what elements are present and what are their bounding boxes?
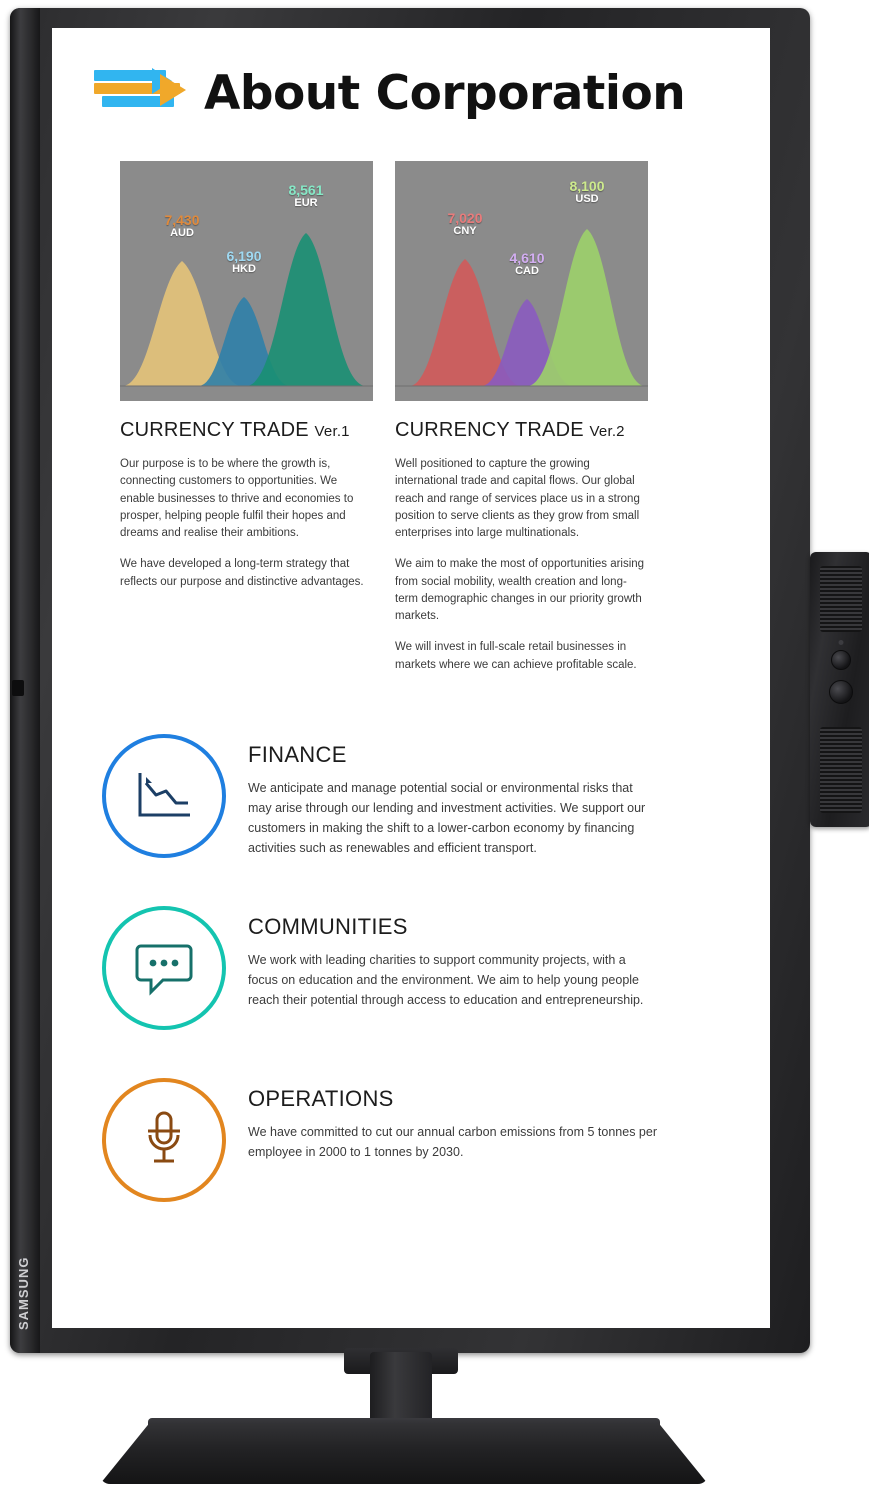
card-title-text-1: CURRENCY TRADE (120, 419, 309, 441)
speech-bubble-icon (102, 906, 226, 1030)
line-chart-icon (102, 734, 226, 858)
feature-operations (94, 1078, 740, 1202)
chart-label-usd: 8,100 USD (569, 178, 605, 205)
chart-currency-trade-2 (395, 161, 648, 401)
feature-text-finance (248, 734, 658, 858)
chart-label-eur: 8,561 EUR (288, 182, 324, 209)
feature-heading: FINANCE (248, 741, 347, 767)
card-paragraph: We aim to make the most of opportunities arising from social mobility, wealth creation and long-term demographic changes in our priority growth markets. (395, 558, 645, 622)
document-page (52, 28, 770, 1328)
chart-label-hkd: 6,190 HKD (226, 248, 262, 275)
features-list (52, 688, 770, 1202)
card-title-text-2: CURRENCY TRADE (395, 419, 584, 441)
camera-lens-secondary-icon (829, 680, 853, 704)
card-body-2 (395, 456, 648, 674)
feature-body: We anticipate and manage potential social or environmental risks that may arise through our lending and investment activities. We support our customers in making the shift to a lower-carbon economy by financing activities such as renewables and efficient transport. (248, 780, 646, 855)
speaker-grill-bottom (820, 727, 862, 813)
feature-text-operations (248, 1078, 658, 1162)
card-paragraph: We will invest in full-scale retail businesses in markets where we can achieve profitable scale. (395, 641, 637, 671)
webcam-speaker-module (810, 552, 869, 827)
status-led-icon (839, 640, 844, 645)
card-currency-trade-1 (120, 161, 373, 688)
feature-finance (94, 734, 740, 858)
card-paragraph: We have developed a long-term strategy that reflects our purpose and distinctive advantages. (120, 558, 364, 588)
card-version-2: Ver.2 (589, 423, 625, 440)
cards-row (52, 121, 770, 688)
page-header (52, 28, 770, 121)
chart-label-cad: 4,610 CAD (509, 250, 545, 277)
feature-heading: OPERATIONS (248, 1085, 394, 1111)
brand-logo: SAMSUNG (16, 1256, 31, 1330)
feature-heading: COMMUNITIES (248, 913, 408, 939)
stand-base (100, 1424, 708, 1484)
side-port-icon (12, 680, 24, 696)
feature-text-communities (248, 906, 658, 1010)
arrow-logo (94, 68, 190, 120)
screen (52, 28, 770, 1328)
card-paragraph: Well positioned to capture the growing international trade and capital flows. Our global reach and range of services place us in a strong position to serve clients as they grow from small enterprises into large multinationals. (395, 458, 640, 539)
card-body-1 (120, 456, 373, 591)
feature-communities (94, 906, 740, 1030)
card-version-1: Ver.1 (314, 423, 350, 440)
microphone-icon (102, 1078, 226, 1202)
camera-lens-icon (831, 650, 851, 670)
monitor (10, 8, 810, 1353)
card-title-2 (395, 419, 648, 442)
page-title: About Corporation (204, 66, 686, 121)
card-currency-trade-2 (395, 161, 648, 688)
chart-label-cny: 7,020 CNY (447, 210, 483, 237)
feature-body: We have committed to cut our annual carbon emissions from 5 tonnes per employee in 2000 to 1 tonnes by 2030. (248, 1124, 658, 1159)
feature-body: We work with leading charities to support community projects, with a focus on education and the environment. We aim to help young people reach their potential through access to education and entrepreneurship. (248, 952, 644, 1007)
card-paragraph: Our purpose is to be where the growth is, connecting customers to opportunities. We enable businesses to thrive and economies to prosper, helping people fulfil their hopes and dreams and realise their ambitions. (120, 458, 354, 539)
card-title-1 (120, 419, 373, 442)
chart-label-aud: 7,430 AUD (164, 212, 200, 239)
chart-currency-trade-1 (120, 161, 373, 401)
speaker-grill-top (820, 566, 862, 632)
